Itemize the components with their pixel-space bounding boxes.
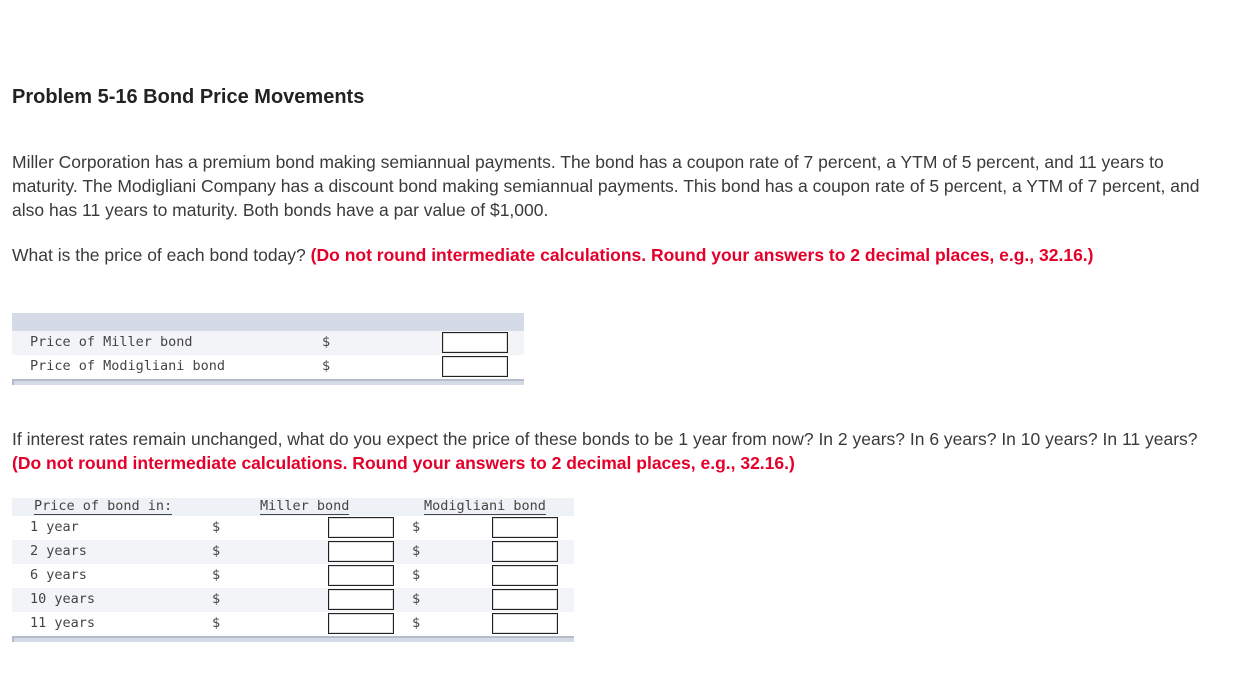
- question-2: [12, 427, 1212, 475]
- table-row: [12, 355, 524, 379]
- header-modigliani-bond: Modigliani bond: [424, 498, 546, 514]
- dollar-sign: $: [212, 567, 221, 583]
- future-price-table: [12, 498, 574, 642]
- modigliani-10-years-input[interactable]: [492, 589, 558, 610]
- table-row: [12, 516, 574, 540]
- row-label-modigliani: Price of Modigliani bond: [30, 358, 226, 374]
- current-price-table: [12, 313, 524, 385]
- question-1-text: What is the price of each bond today?: [12, 245, 306, 265]
- price-modigliani-input[interactable]: [442, 356, 508, 377]
- dollar-sign: $: [412, 519, 421, 535]
- table-row: [12, 331, 524, 355]
- question-1: [12, 243, 1192, 267]
- miller-10-years-input[interactable]: [328, 589, 394, 610]
- modigliani-11-years-input[interactable]: [492, 613, 558, 634]
- table-footer-bar: [12, 636, 574, 642]
- modigliani-1-year-input[interactable]: [492, 517, 558, 538]
- miller-1-year-input[interactable]: [328, 517, 394, 538]
- problem-title: Problem 5-16 Bond Price Movements: [12, 86, 365, 108]
- dollar-sign: $: [322, 334, 331, 350]
- dollar-sign: $: [322, 358, 331, 374]
- row-label: 11 years: [30, 615, 96, 631]
- dollar-sign: $: [212, 519, 221, 535]
- modigliani-6-years-input[interactable]: [492, 565, 558, 586]
- header-price-of-bond-in: Price of bond in:: [34, 498, 173, 514]
- table-row: [12, 540, 574, 564]
- dollar-sign: $: [212, 543, 221, 559]
- row-label: 1 year: [30, 519, 79, 535]
- modigliani-2-years-input[interactable]: [492, 541, 558, 562]
- table-row: [12, 564, 574, 588]
- question-2-text: If interest rates remain unchanged, what do you expect the price of these bonds to be 1 year from now? In 2 years? In 6 years? In 10 years? In 11 years?: [12, 429, 1198, 449]
- dollar-sign: $: [212, 615, 221, 631]
- miller-11-years-input[interactable]: [328, 613, 394, 634]
- question-1-note: (Do not round intermediate calculations. Round your answers to 2 decimal places, e.g., 32.16.): [310, 245, 1094, 265]
- dollar-sign: $: [412, 567, 421, 583]
- miller-6-years-input[interactable]: [328, 565, 394, 586]
- dollar-sign: $: [412, 543, 421, 559]
- table-header-row: [12, 498, 574, 516]
- dollar-sign: $: [412, 591, 421, 607]
- table-header-bar: [12, 313, 524, 331]
- question-2-note: (Do not round intermediate calculations. Round your answers to 2 decimal places, e.g., 32.16.): [12, 453, 795, 473]
- row-label: 2 years: [30, 543, 87, 559]
- dollar-sign: $: [412, 615, 421, 631]
- table-row: [12, 588, 574, 612]
- row-label: 10 years: [30, 591, 96, 607]
- row-label-miller: Price of Miller bond: [30, 334, 193, 350]
- table-footer-bar: [12, 379, 524, 385]
- miller-2-years-input[interactable]: [328, 541, 394, 562]
- price-miller-input[interactable]: [442, 332, 508, 353]
- problem-intro: Miller Corporation has a premium bond making semiannual payments. The bond has a coupon rate of 7 percent, a YTM of 5 percent, and 11 years to maturity. The Modigliani Company has a discount bond making semiannual payments. This bond has a coupon rate of 5 percent, a YTM of 7 percent, and also has 11 years to maturity. Both bonds have a par value of $1,000.: [12, 152, 1200, 220]
- header-miller-bond: Miller bond: [260, 498, 350, 514]
- dollar-sign: $: [212, 591, 221, 607]
- row-label: 6 years: [30, 567, 87, 583]
- table-row: [12, 612, 574, 636]
